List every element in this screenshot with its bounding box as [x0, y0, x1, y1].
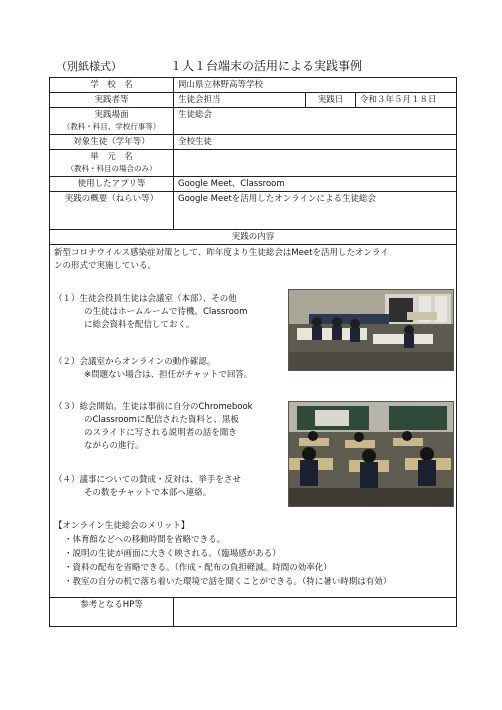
- scene-label: 実践場面: [94, 110, 129, 120]
- row-content-header: [50, 230, 457, 245]
- row-practitioner: [50, 93, 457, 108]
- overview-label: 実践の概要（ねらい等）: [50, 192, 174, 230]
- merits-title: 【オンライン生徒総会のメリット】: [54, 521, 190, 531]
- intro-line-2: ンの形式で実施している。: [54, 261, 157, 271]
- unit-label: 単 元 名: [90, 152, 133, 162]
- classroom-image: [289, 402, 453, 506]
- row-content: [50, 245, 457, 598]
- step3-line-4: ながらの進行。: [84, 441, 144, 451]
- practitioner-value: 生徒会担当: [174, 93, 306, 108]
- step3-line-2: のClassroomに配信された資料と、黒板: [84, 415, 239, 425]
- content-body: [50, 245, 457, 598]
- merit-item: ・説明の生徒が画面に大きく映される。（臨場感がある）: [64, 549, 281, 559]
- target-label: 対象生徒（学年等）: [50, 135, 174, 150]
- ref-label: 参考となるHP等: [50, 598, 174, 627]
- classroom-photo: [288, 401, 454, 507]
- practitioner-label: 実践者等: [50, 93, 174, 108]
- row-unit: [50, 150, 457, 177]
- step4-line-1: （４）議事についての賛成・反対は、挙手をさせ: [54, 475, 241, 485]
- unit-sub-label: （教科・科目の場合のみ）: [66, 164, 157, 173]
- row-school: [50, 78, 457, 93]
- overview-value: Google Meetを活用したオンラインによる生徒総会: [174, 192, 457, 230]
- step1-line-2: の生徒はホームルームで待機。Classroom: [84, 307, 248, 317]
- scene-sub-label: （教科・科目、学校行事等）: [62, 122, 161, 131]
- row-ref: [50, 598, 457, 627]
- row-apps: [50, 177, 457, 192]
- conference-room-image: [289, 290, 453, 370]
- step3-line-3: のスライドに写される説明者の話を聞き: [84, 428, 237, 438]
- apps-value: Google Meet、Classroom: [174, 177, 457, 192]
- row-scene: [50, 108, 457, 135]
- school-value: 岡山県立林野高等学校: [174, 78, 457, 93]
- apps-label: 使用したアプリ等: [50, 177, 174, 192]
- page-title: １人１台端末の活用による実践事例: [170, 59, 363, 73]
- unit-label-cell: [50, 150, 174, 177]
- step2-line-2: ※問題ない場合は、担任がチャットで回答。: [84, 370, 253, 380]
- report-form: [49, 77, 457, 627]
- date-label: 実践日: [306, 93, 356, 108]
- merit-item: ・教室の自分の机で落ち着いた環境で話を聞くことができる。（特に暑い時期は有効）: [64, 577, 392, 587]
- form-label: （別紙様式）: [56, 60, 122, 73]
- ref-value: [174, 598, 457, 627]
- row-target: [50, 135, 457, 150]
- conference-room-photo: [288, 289, 454, 371]
- intro-line-1: 新型コロナウイルス感染症対策として、昨年度より生徒総会はMeetを活用したオンライ: [54, 248, 389, 258]
- school-label: 学 校 名: [50, 78, 174, 93]
- step4-line-2: その数をチャットで本部へ連絡。: [84, 488, 212, 498]
- scene-value: 生徒総会: [174, 108, 457, 135]
- step1-line-3: に総会資料を配信しておく。: [84, 320, 195, 330]
- scene-label-cell: [50, 108, 174, 135]
- merit-item: ・体育館などへの移動時間を省略できる。: [64, 535, 226, 545]
- merit-item: ・資料の配布を省略できる。（作成・配布の負担軽減。時間の効率化）: [64, 563, 332, 573]
- date-value: 令和３年５月１８日: [356, 93, 457, 108]
- step3-line-1: （３）総会開始。生徒は事前に自分のChromebook: [54, 402, 253, 412]
- target-value: 全校生徒: [174, 135, 457, 150]
- row-overview: [50, 192, 457, 230]
- unit-value: [174, 150, 457, 177]
- step1-line-1: （１）生徒会役員生徒は会議室（本部）、その他: [54, 294, 237, 304]
- step2-line-1: （２）会議室からオンラインの動作確認。: [54, 357, 216, 367]
- content-header: 実践の内容: [50, 230, 457, 245]
